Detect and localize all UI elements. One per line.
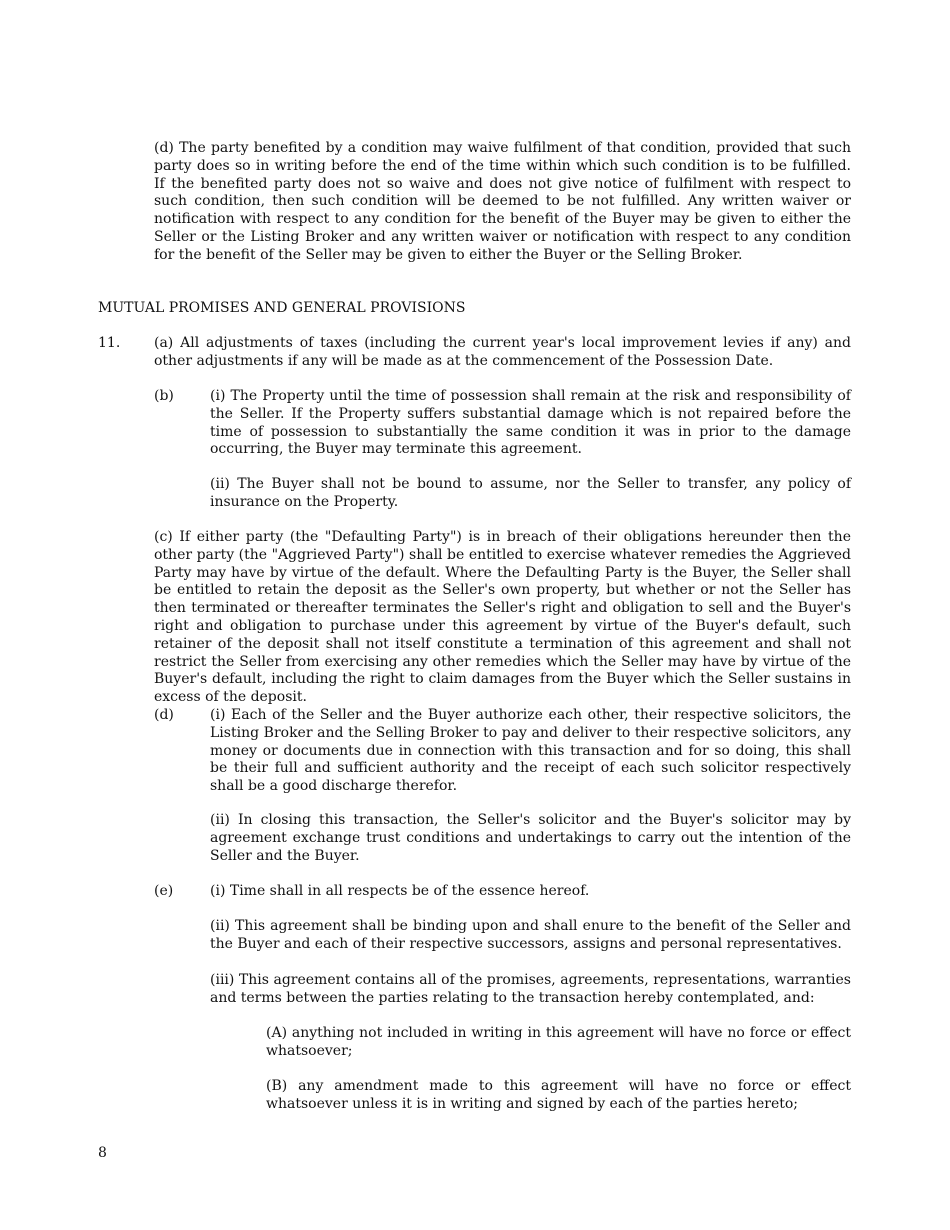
clause-11b-ii-paragraph: (ii) The Buyer shall not be bound to assume, nor the Seller to transfer, any policy of insurance on the Property. bbox=[210, 476, 851, 510]
clause-11d-ii-paragraph: (ii) In closing this transaction, the Seller's solicitor and the Buyer's solicitor may by agreement exchange trust conditions and undertakings to carry out the intention of the Seller and the Buyer. bbox=[210, 812, 851, 864]
clause-11d-label: (d) bbox=[154, 707, 174, 723]
clause-11e-iii-A-paragraph: (A) anything not included in writing in this agreement will have no force or effect whatsoever; bbox=[266, 1025, 851, 1059]
section-d-waiver-paragraph: (d) The party benefited by a condition may waive fulfilment of that condition, provided that such party does so in writing before the end of the time within which such condition is to be fulfilled. If the benefited party does not so waive and does not give notice of fulfilment with respect to such condition, then such condition will be deemed to be not fulfilled. Any written waiver or notification with respect to any condition for the benefit of the Buyer may be given to either the Seller or the Listing Broker and any written waiver or notification with respect to any condition for the benefit of the Seller may be given to either the Buyer or the Selling Broker. bbox=[154, 140, 851, 263]
clause-11e-iii-paragraph: (iii) This agreement contains all of the promises, agreements, representations, warranties and terms between the parties relating to the transaction hereby contemplated, and: bbox=[210, 972, 851, 1006]
clause-11a-paragraph: (a) All adjustments of taxes (including the current year's local improvement levies if any) and other adjustments if any will be made as at the commencement of the Possession Date. bbox=[154, 335, 851, 369]
clause-11e-i-paragraph: (i) Time shall in all respects be of the essence hereof. bbox=[210, 883, 590, 899]
clause-11c-paragraph: (c) If either party (the "Defaulting Party") is in breach of their obligations hereunder then the other party (the "Aggrieved Party") shall be entitled to exercise whatever remedies the Aggrieved Party may have by virtue of the default. Where the Defaulting Party is the Buyer, the Seller shall be entitled to retain the deposit as the Seller's own property, but whether or not the Seller has then terminated or thereafter terminates the Seller's right and obligation to sell and the Buyer's right and obligation to purchase under this agreement by virtue of the Buyer's default, such retainer of the deposit shall not itself constitute a termination of this agreement and shall not restrict the Seller from exercising any other remedies which the Seller may have by virtue of the Buyer's default, including the right to claim damages from the Buyer which the Seller sustains in excess of the deposit. bbox=[154, 529, 851, 706]
clause-11e-ii-paragraph: (ii) This agreement shall be binding upon and shall enure to the benefit of the Seller and the Buyer and each of their respective successors, assigns and personal representatives. bbox=[210, 918, 851, 952]
clause-number: 11. bbox=[98, 335, 121, 351]
clause-11d-i-paragraph: (i) Each of the Seller and the Buyer authorize each other, their respective solicitors, the Listing Broker and the Selling Broker to pay and deliver to their respective solicitors, any money or documents due in connection with this transaction and for so doing, this shall be their full and sufficient authority and the receipt of each such solicitor respectively shall be a good discharge therefor. bbox=[210, 707, 851, 795]
clause-11e-label: (e) bbox=[154, 883, 174, 899]
clause-11b-i-paragraph: (i) The Property until the time of possession shall remain at the risk and responsibility of the Seller. If the Property suffers substantial damage which is not repaired before the time of possession to substantially the same condition it was in prior to the damage occurring, the Buyer may terminate this agreement. bbox=[210, 388, 851, 458]
clause-11e-iii-B-paragraph: (B) any amendment made to this agreement will have no force or effect whatsoever unless it is in writing and signed by each of the parties hereto; bbox=[266, 1078, 851, 1112]
clause-11b-label: (b) bbox=[154, 388, 174, 404]
section-heading: MUTUAL PROMISES AND GENERAL PROVISIONS bbox=[98, 300, 466, 316]
page-number: 8 bbox=[98, 1145, 107, 1161]
